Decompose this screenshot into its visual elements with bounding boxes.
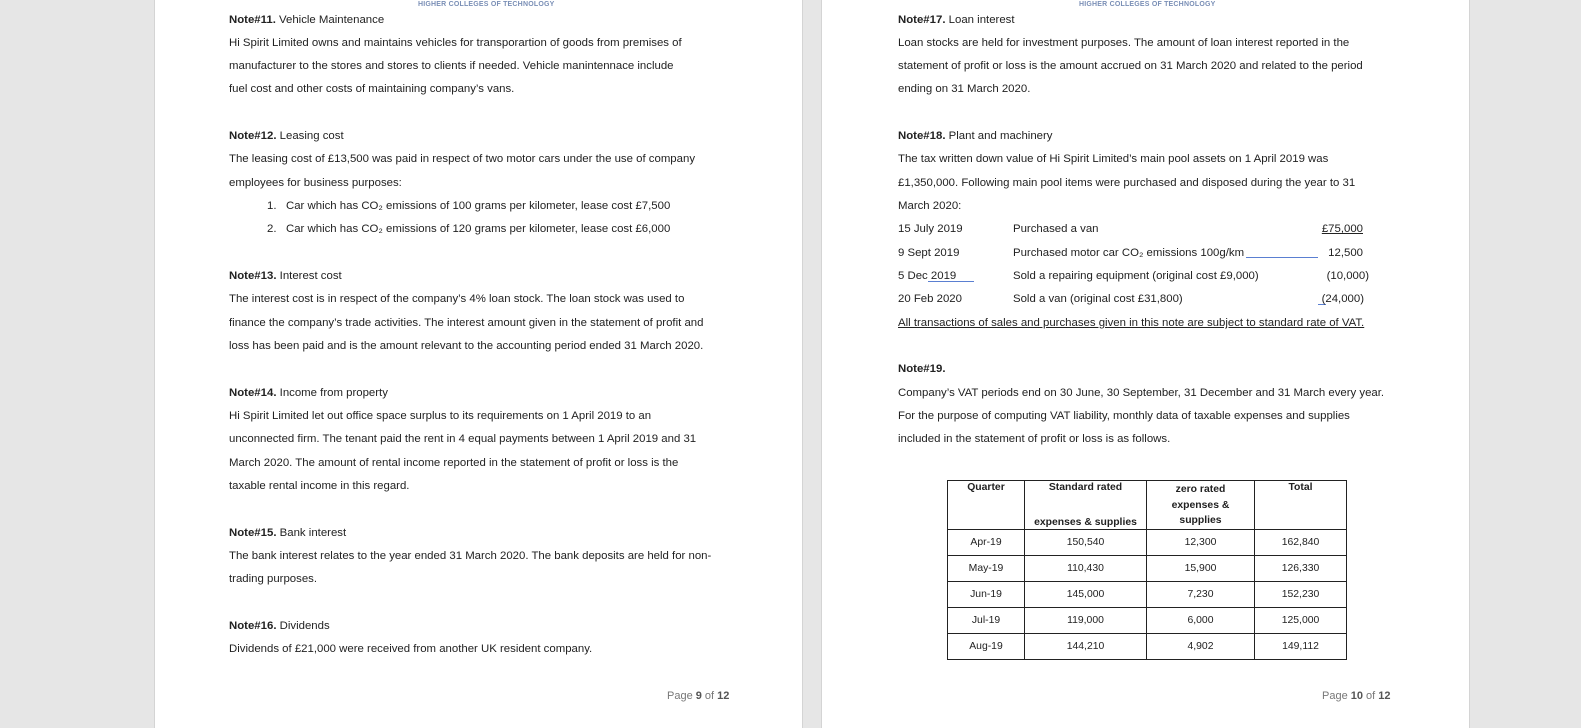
- note-13-line: The interest cost is in respect of the company’s 4% loan stock. The loan stock was used to: [229, 293, 685, 305]
- note-18-line: The tax written down value of Hi Spirit Limited’s main pool assets on 1 April 2019 was: [898, 153, 1329, 165]
- note-19-line: included in the statement of profit or loss is as follows.: [898, 433, 1171, 445]
- note-14-line: taxable rental income in this regard.: [229, 480, 410, 492]
- header-quarter: Quarter: [948, 481, 1025, 530]
- note-title: Income from property: [279, 387, 388, 399]
- transaction-date: 9 Sept 2019: [898, 247, 960, 259]
- note-17-line: statement of profit or loss is the amount accrued on 31 March 2020 and related to the period: [898, 60, 1363, 72]
- table-row: [948, 607, 1347, 633]
- cell-zero: 12,300: [1147, 529, 1255, 555]
- table-row: [948, 555, 1347, 581]
- note-11-line: fuel cost and other costs of maintaining company’s vans.: [229, 83, 515, 95]
- note-12-heading: [229, 129, 344, 143]
- note-title: Dividends: [279, 620, 330, 632]
- note-18-line: £1,350,000. Following main pool items were purchased and disposed during the year to 31: [898, 177, 1356, 189]
- cell-total: 126,330: [1255, 555, 1347, 581]
- cell-zero: 6,000: [1147, 607, 1255, 633]
- note-17-line: ending on 31 March 2020.: [898, 83, 1031, 95]
- document-page-9: [155, 0, 802, 728]
- transaction-date: 15 July 2019: [898, 223, 963, 235]
- cell-standard: 145,000: [1025, 581, 1147, 607]
- note-17-line: Loan stocks are held for investment purposes. The amount of loan interest reported in the: [898, 37, 1350, 49]
- vat-data-table: [947, 480, 1347, 660]
- note-number: Note#11.: [229, 14, 276, 26]
- note-13-line: finance the company’s trade activities. The interest amount given in the statement of profit and: [229, 317, 704, 329]
- cell-zero: 4,902: [1147, 633, 1255, 659]
- cell-standard: 150,540: [1025, 529, 1147, 555]
- note-title: Leasing cost: [279, 130, 344, 142]
- list-text: Car which has CO₂ emissions of 100 grams per kilometer, lease cost £7,500: [286, 200, 671, 212]
- note-title: Loan interest: [948, 14, 1015, 26]
- page-number-footer: Page 10 of 12: [1322, 690, 1391, 702]
- note-14-heading: [229, 386, 388, 400]
- note-14-line: unconnected firm. The tenant paid the rent in 4 equal payments between 1 April 2019 and 31: [229, 433, 697, 445]
- page-number-footer: Page 9 of 12: [667, 690, 730, 702]
- document-page-10: [822, 0, 1469, 728]
- header-total: Total: [1255, 481, 1347, 530]
- transaction-desc: Purchased motor car CO₂ emissions 100g/km: [1013, 247, 1245, 259]
- table-row: [948, 529, 1347, 555]
- note-title: Interest cost: [279, 270, 342, 282]
- list-number: 1.: [267, 200, 277, 212]
- transaction-amount: 12,500: [1328, 247, 1363, 259]
- note-number: Note#15.: [229, 527, 277, 539]
- note-12-line: The leasing cost of £13,500 was paid in respect of two motor cars under the use of company: [229, 153, 696, 165]
- note-11-line: Hi Spirit Limited owns and maintains vehicles for transporartion of goods from premises of: [229, 37, 682, 49]
- note-number: Note#12.: [229, 130, 277, 142]
- note-19-line: For the purpose of computing VAT liability, monthly data of taxable expenses and supplies: [898, 410, 1350, 422]
- note-19-heading: [898, 362, 945, 376]
- note-title: Vehicle Maintenance: [279, 14, 385, 26]
- header-logo-text: HIGHER COLLEGES OF TECHNOLOGY: [1079, 1, 1216, 8]
- header-zero-rated: zero rated expenses & supplies: [1147, 481, 1255, 530]
- transaction-date: 5 Dec 2019: [898, 270, 957, 282]
- cell-quarter: Apr-19: [948, 529, 1025, 555]
- table-header-row: [948, 481, 1347, 530]
- note-18-line: March 2020:: [898, 200, 962, 212]
- note-title: Plant and machinery: [948, 130, 1053, 142]
- list-number: 2.: [267, 223, 277, 235]
- cell-quarter: Aug-19: [948, 633, 1025, 659]
- note-15-line: trading purposes.: [229, 573, 318, 585]
- note-14-line: Hi Spirit Limited let out office space surplus to its requirements on 1 April 2019 to an: [229, 410, 652, 422]
- cell-total: 125,000: [1255, 607, 1347, 633]
- transaction-amount: (24,000): [1321, 293, 1364, 305]
- note-15-line: The bank interest relates to the year ended 31 March 2020. The bank deposits are held for non-: [229, 550, 712, 562]
- spellcheck-underline: [928, 281, 974, 282]
- note-13-heading: [229, 269, 342, 283]
- note-13-line: loss has been paid and is the amount relevant to the accounting period ended 31 March 2020.: [229, 340, 704, 352]
- list-text: Car which has CO₂ emissions of 120 grams per kilometer, lease cost £6,000: [286, 223, 671, 235]
- note-number: Note#19.: [898, 363, 946, 375]
- transaction-amount: (10,000): [1326, 270, 1369, 282]
- table-row: [948, 633, 1347, 659]
- transaction-date: 20 Feb 2020: [898, 293, 962, 305]
- note-15-heading: [229, 526, 346, 540]
- cell-standard: 144,210: [1025, 633, 1147, 659]
- note-number: Note#16.: [229, 620, 277, 632]
- note-16-line: Dividends of £21,000 were received from another UK resident company.: [229, 643, 593, 655]
- note-title: Bank interest: [279, 527, 347, 539]
- note-number: Note#14.: [229, 387, 277, 399]
- note-11-line: manufacturer to the stores and stores to clients if needed. Vehicle manintennace include: [229, 60, 674, 72]
- note-19-line: Company’s VAT periods end on 30 June, 30 September, 31 December and 31 March every year.: [898, 387, 1385, 399]
- note-16-heading: [229, 619, 330, 633]
- transaction-desc: Purchased a van: [1013, 223, 1099, 235]
- header-standard-rated: Standard rated expenses & supplies: [1025, 481, 1147, 530]
- transaction-desc: Sold a repairing equipment (original cost £9,000): [1013, 270, 1259, 282]
- cell-total: 149,112: [1255, 633, 1347, 659]
- cell-total: 162,840: [1255, 529, 1347, 555]
- cell-standard: 119,000: [1025, 607, 1147, 633]
- cell-quarter: Jul-19: [948, 607, 1025, 633]
- note-18-heading: [898, 129, 1053, 143]
- vat-note: All transactions of sales and purchases given in this note are subject to standard rate of VAT.: [898, 317, 1365, 329]
- list-item: [267, 222, 671, 236]
- note-number: Note#17.: [898, 14, 946, 26]
- transaction-amount: £75,000: [1321, 223, 1363, 235]
- tab-leader-line: [1246, 257, 1318, 258]
- note-11-heading: [229, 13, 384, 27]
- note-number: Note#13.: [229, 270, 277, 282]
- note-number: Note#18.: [898, 130, 946, 142]
- note-17-heading: [898, 13, 1015, 27]
- note-12-line: employees for business purposes:: [229, 177, 402, 189]
- cell-zero: 7,230: [1147, 581, 1255, 607]
- cell-quarter: May-19: [948, 555, 1025, 581]
- transaction-desc: Sold a van (original cost £31,800): [1013, 293, 1183, 305]
- list-item: [267, 199, 671, 213]
- header-logo-text: HIGHER COLLEGES OF TECHNOLOGY: [418, 1, 555, 8]
- cell-total: 152,230: [1255, 581, 1347, 607]
- cell-zero: 15,900: [1147, 555, 1255, 581]
- note-14-line: March 2020. The amount of rental income reported in the statement of profit or loss is the: [229, 457, 679, 469]
- cell-quarter: Jun-19: [948, 581, 1025, 607]
- cell-standard: 110,430: [1025, 555, 1147, 581]
- table-row: [948, 581, 1347, 607]
